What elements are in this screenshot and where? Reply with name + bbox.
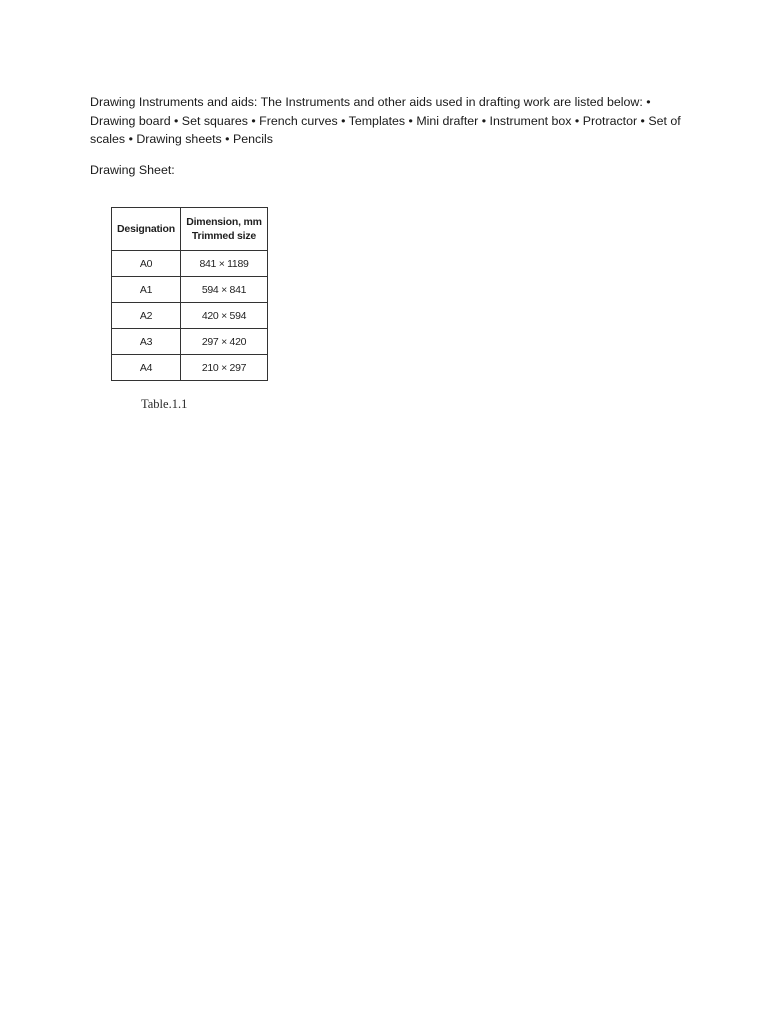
table-row (112, 303, 268, 329)
dimension-cell: 210 × 297 (181, 355, 268, 381)
dimension-cell: 420 × 594 (181, 303, 268, 329)
table-header-row (112, 208, 268, 251)
designation-cell: A3 (112, 329, 181, 355)
designation-cell: A4 (112, 355, 181, 381)
table-caption: Table.1.1 (141, 397, 188, 411)
dimension-column-header (181, 208, 268, 251)
dimension-cell: 841 × 1189 (181, 251, 268, 277)
table-row (112, 251, 268, 277)
dimension-cell: 297 × 420 (181, 329, 268, 355)
dimension-header-line2: Trimmed size (191, 230, 257, 242)
drawing-sheet-heading: Drawing Sheet: (90, 163, 175, 177)
designation-cell: A1 (112, 277, 181, 303)
designation-cell: A0 (112, 251, 181, 277)
dimension-header-line1: Dimension, mm (186, 216, 262, 228)
table-row (112, 329, 268, 355)
designation-column-header: Designation (112, 208, 181, 251)
table-row (112, 355, 268, 381)
dimension-cell: 594 × 841 (181, 277, 268, 303)
designation-cell: A2 (112, 303, 181, 329)
intro-paragraph: Drawing Instruments and aids: The Instruments and other aids used in drafting work are listed below: • Drawing board • Set squares • French curves • Templates • Mini drafter • Instrument box • Protractor • Set of scales • Drawing sheets • Pencils (90, 95, 681, 146)
sheet-size-table (111, 207, 268, 381)
table-row (112, 277, 268, 303)
